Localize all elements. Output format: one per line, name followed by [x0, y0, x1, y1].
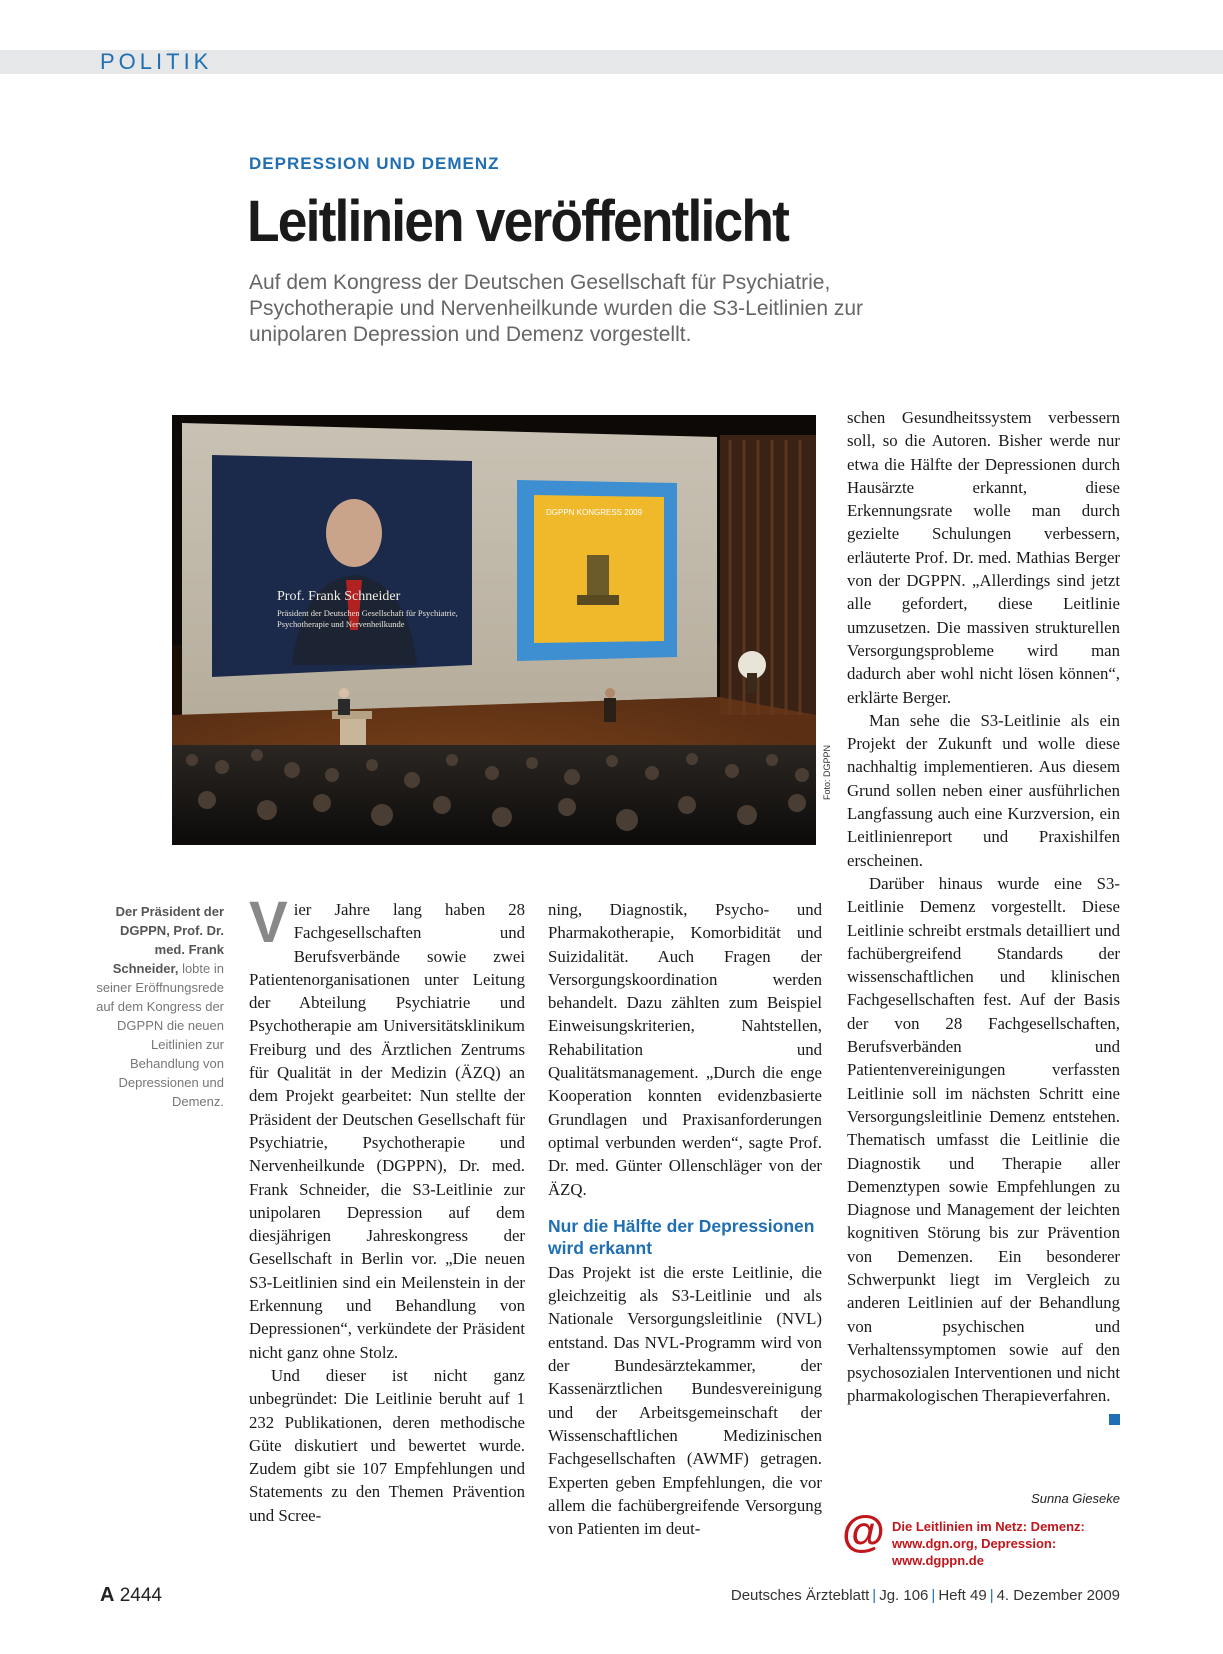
journal-volume: Jg. 106	[879, 1587, 929, 1604]
caption-bold: Der Präsident der DGPPN, Prof. Dr. med. Frank Schneider,	[112, 904, 224, 976]
journal-issue: Heft 49	[938, 1587, 987, 1604]
journal-name: Deutsches Ärzteblatt	[730, 1587, 870, 1604]
paragraph-1: ier Jahre lang haben 28 Fachgesellschaften und Berufsverbände sowie zwei Patientenorganisationen unter Leitung der Abteilung Psychiatrie und Psychotherapie am Universitätsklinikum Freiburg und des Ärztlichen Zentrums für Qualität in der Medizin (ÄZQ) an dem Projekt gearbeitet: Nun stellte der Präsident der Deutschen Gesellschaft für Psychiatrie, Psychotherapie und Nervenheilkunde (DGPPN), Dr. med. Frank Schneider, die S3-Leitlinie zur unipolaren Depression auf dem diesjährigen Jahreskongress der Gesellschaft in Berlin vor. „Die neuen S3-Leitlinien sind ein Meilenstein in der Erkennung und Behandlung von Depressionen“, verkündete der Präsident nicht ganz ohne Stolz.	[249, 900, 525, 1362]
author: Sunna Gieseke	[1031, 1491, 1120, 1506]
photo-credit: Foto: DGPPN	[822, 744, 832, 800]
photo-caption	[90, 902, 224, 1111]
body-column-2	[548, 898, 822, 1540]
section-label: POLITIK	[100, 49, 213, 74]
page-number	[100, 1584, 162, 1607]
slide-title: DGPPN KONGRESS 2009	[546, 508, 643, 517]
caption-text: lobte in seiner Eröffnungsrede auf dem Kongress der DGPPN die neuen Leitlinien zur Behandlung von Depressionen und Demenz.	[96, 961, 224, 1109]
body-column-3	[847, 406, 1120, 1425]
screen-name: Prof. Frank Schneider	[277, 589, 401, 604]
article-teaser: Auf dem Kongress der Deutschen Gesellschaft für Psychiatrie, Psychotherapie und Nervenheilkunde wurden die S3-Leitlinien zur unipolaren Depression und Demenz vorgestellt.	[249, 271, 864, 346]
journal-date: 4. Dezember 2009	[996, 1587, 1120, 1604]
web-note: Die Leitlinien im Netz: Demenz: www.dgn.org, Depression: www.dgppn.de	[892, 1519, 1085, 1568]
at-icon: @	[842, 1507, 885, 1556]
footer-journal: Deutsches Ärzteblatt | Jg. 106 | Heft 49 | 4. Dezember 2009	[730, 1587, 1120, 1604]
conference-photo	[172, 415, 816, 845]
screen-title-line-2: Psychotherapie und Nervenheilkunde	[277, 619, 405, 629]
paragraph-4: Das Projekt ist die erste Leitlinie, die gleichzeitig als S3-Leitlinie und als Nationale Versorgungsleitlinie (NVL) entstand. Das NVL-Programm wird von der Bundesärztekammer, der Kassenärztlichen Bundesvereinigung und der Arbeitsgemeinschaft der Wissenschaftlichen Medizinischen Fachgesellschaften (AWMF) getragen. Experten geben Empfehlungen, die vor allem die fachübergreifende Versorgung von Patienten im deut-	[548, 1262, 822, 1539]
paragraph-7: Darüber hinaus wurde eine S3-Leitlinie Demenz vorgestellt. Diese Leitlinie schreibt erstmals detailliert und fachübergreifend Standards der wissenschaftlichen und klinischen Fachgesellschaften fest. Auf der Basis der von 28 Fachgesellschaften, Berufsverbänden und Patientenvereinigungen verfassten Leitlinie soll im nächsten Schritt eine Versorgungsleitlinie Demenz entstehen. Thematisch umfasst die Leitlinie die Diagnostik und Therapie aller Demenztypen sowie Empfehlungen zu Diagnose und Management der leichten kognitiven Störung bis zur Prävention von Demenzen. Ein besonderer Schwerpunkt liegt im Vergleich zu anderen Leitlinien auf der Behandlung von psychischen und Verhaltenssymptomen sowie auf den psychosozialen Interventionen und nicht pharmakologischen Therapieverfahren.	[847, 873, 1120, 1406]
paragraph-3: ning, Diagnostik, Psycho- und Pharmakotherapie, Komorbidität und Suizidalität. Auch Fragen der Versorgungskoordination werden behandelt. Dazu zählten zum Beispiel Einweisungskriterien, Nahtstellen, Rehabilitation und Qualitätsmanagement. „Durch die enge Kooperation konnten evidenzbasierte Grundlagen und Praxisanforderungen optimal verbunden werden“, sagte Prof. Dr. med. Günter Ollenschläger von der ÄZQ.	[548, 900, 822, 1199]
article-headline: Leitlinien veröffentlicht	[247, 189, 789, 254]
paragraph-6: Man sehe die S3-Leitlinie als ein Projekt der Zukunft und wolle diese nachhaltig implementieren. Aus diesem Grund sollen neben einer ausführlichen Langfassung auch eine Kurzversion, ein Leitlinienreport und Praxishilfen erscheinen.	[847, 710, 1120, 870]
article-kicker: DEPRESSION UND DEMENZ	[249, 154, 500, 173]
end-mark	[1109, 1414, 1120, 1425]
subheading: Nur die Hälfte der Depressionen wird erkannt	[548, 1215, 815, 1258]
paragraph-5: schen Gesundheitssystem verbessern soll, so die Autoren. Bisher werde nur etwa die Hälfte der Depressionen durch Hausärzte erkannt, diese Erkennungsrate wolle man durch gezielte Schulungen verbessern, erläuterte Prof. Dr. med. Mathias Berger von der DGPPN. „Allerdings sind jetzt alle gefordert, diese Leitlinie umzusetzen. Die massiven strukturellen Versorgungsprobleme wird man dadurch aber wohl nicht lösen können“, erklärte Berger.	[847, 408, 1120, 707]
page-prefix: A	[100, 1584, 115, 1606]
page-number-value: 2444	[119, 1585, 163, 1606]
dropcap: V	[249, 890, 288, 955]
body-column-1	[249, 890, 525, 1527]
paragraph-2: Und dieser ist nicht ganz unbegründet: Die Leitlinie beruht auf 1 232 Publikationen, deren methodische Güte diskutiert und bewertet wurde. Zudem gibt sie 107 Empfehlungen und Statements zu den Themen Prävention und Scree-	[249, 1365, 525, 1525]
screen-title-line-1: Präsident der Deutschen Gesellschaft für Psychiatrie,	[277, 608, 458, 618]
